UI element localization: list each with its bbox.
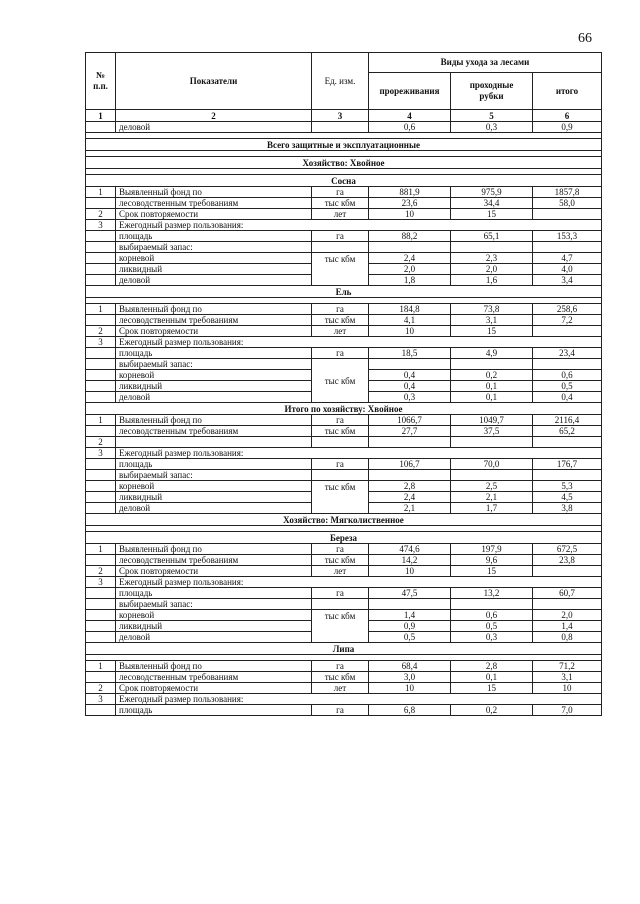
table-row: лесоводственным требованиям тыс кбм 27,7 37,5 65,2 [86,426,602,437]
table-row: 3 Ежегодный размер пользования: [86,577,602,588]
table-row: деловой 0,5 0,3 0,8 [86,632,602,643]
table-row: ликвидный 0,9 0,5 1,4 [86,621,602,632]
table-row: выбираемый запас: [86,470,602,481]
table-row: площадь га 18,5 4,9 23,4 [86,348,602,359]
block-title-bereza: Береза [86,532,602,544]
table-row: корневой тыс кбм 2,8 2,5 5,3 [86,481,602,492]
header-no: № п.п. [86,53,116,110]
header-total: итого [533,72,602,109]
header-types-group: Виды ухода за лесами [369,53,602,73]
column-number: 5 [451,110,533,122]
table-row: корневой 0,4 0,2 0,6 [86,370,602,381]
table-row: выбираемый запас: [86,599,602,610]
table-row: корневой тыс кбм 2,4 2,3 4,7 [86,253,602,264]
table-row: 2 Срок повторяемости лет 10 15 [86,566,602,577]
column-number: 1 [86,110,116,122]
header-unit: Ед. изм. [312,53,369,110]
table-row: ликвидный 2,4 2,1 4,5 [86,492,602,503]
header-thinning: прореживания [369,72,451,109]
cell-value: 0,3 [451,122,533,133]
table-row: 3 Ежегодный размер пользования: [86,694,602,705]
table-row: 3 Ежегодный размер пользования: [86,337,602,348]
column-numbers-row [86,110,602,122]
table-row: 2 Срок повторяемости лет 10 15 [86,209,602,220]
forest-care-table [85,52,602,716]
table-row: 1 Выявленный фонд по га 1066,7 1049,7 2116,4 [86,415,602,426]
column-number: 3 [312,110,369,122]
table-row: 1 Выявленный фонд по га 68,4 2,8 71,2 [86,661,602,672]
table-row: площадь га 47,5 13,2 60,7 [86,588,602,599]
block-title-sosna: Сосна [86,175,602,187]
table-row: 1 Выявленный фонд по га 881,9 975,9 1857,8 [86,187,602,198]
table-row: лесоводственным требованиям тыс кбм 3,0 0,1 3,1 [86,672,602,683]
block-title-lipa: Липа [86,643,602,655]
table-row: деловой 1,8 1,6 3,4 [86,275,602,286]
cell-value: 0,9 [533,122,602,133]
table-row: лесоводственным требованиям тыс кбм 23,6 34,4 58,0 [86,198,602,209]
table-row: деловой 2,1 1,7 3,8 [86,503,602,514]
table-row: 2 [86,437,602,448]
table-row: деловой 0,3 0,1 0,4 [86,392,602,403]
section-title: Всего защитные и эксплуатационные [86,139,602,151]
column-number: 4 [369,110,451,122]
table-row: площадь га 6,8 0,2 7,0 [86,705,602,716]
row-label: деловой [116,122,312,133]
cell-value: 0,6 [369,122,451,133]
table-row: 1 Выявленный фонд по га 474,6 197,9 672,5 [86,544,602,555]
table-row: лесоводственным требованиям тыс кбм 4,1 3,1 7,2 [86,315,602,326]
table-row: лесоводственным требованиям тыс кбм 14,2 9,6 23,8 [86,555,602,566]
column-number: 6 [533,110,602,122]
table-row [86,122,602,133]
table-row: 3 Ежегодный размер пользования: [86,220,602,231]
table-row: 3 Ежегодный размер пользования: [86,448,602,459]
header-passage-cuttings: проходные рубки [451,72,533,109]
table-row: выбираемый запас: тыс кбм [86,359,602,370]
table-row: 1 Выявленный фонд по га 184,8 73,8 258,6 [86,304,602,315]
table-row: площадь га 88,2 65,1 153,3 [86,231,602,242]
table-row: площадь га 106,7 70,0 176,7 [86,459,602,470]
column-number: 2 [116,110,312,122]
table-row: корневой тыс кбм 1,4 0,6 2,0 [86,610,602,621]
table-row: ликвидный 2,0 2,0 4,0 [86,264,602,275]
header-indicators: Показатели [116,53,312,110]
block-title-el: Ель [86,286,602,298]
table-row: 2 Срок повторяемости лет 10 15 10 [86,683,602,694]
table-row: выбираемый запас: [86,242,602,253]
section-title: Итого по хозяйству: Хвойное [86,403,602,415]
table-row: 2 Срок повторяемости лет 10 15 [86,326,602,337]
table-row: ликвидный 0,4 0,1 0,5 [86,381,602,392]
page-number: 66 [578,31,592,46]
section-title: Хозяйство: Хвойное [86,157,602,169]
section-title: Хозяйство: Мягколиственное [86,514,602,526]
